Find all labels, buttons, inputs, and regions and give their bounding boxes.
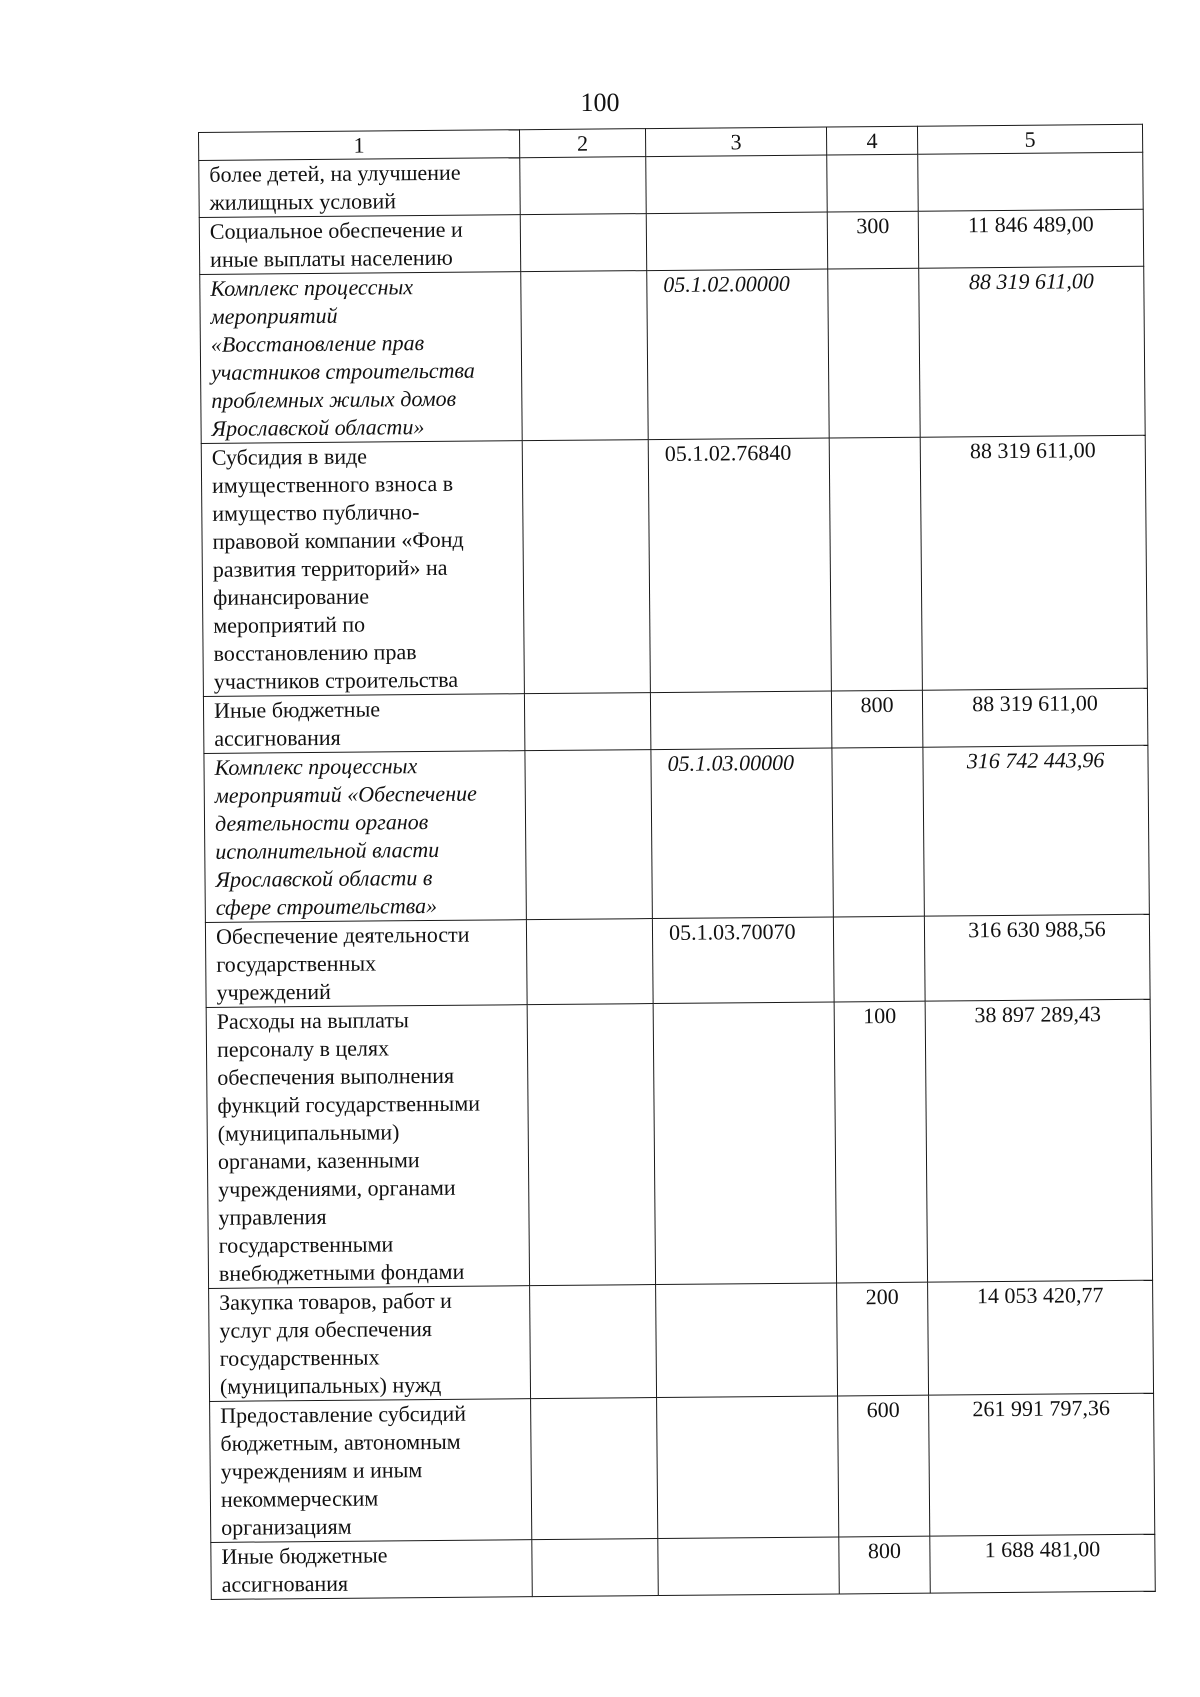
row-name-cell: Обеспечение деятельности государственных учреждений (205, 920, 527, 1008)
row-code-cell (656, 1283, 838, 1398)
row-col2-cell (525, 750, 652, 920)
row-type-cell: 100 (834, 1001, 927, 1283)
table-row (210, 1393, 1155, 1542)
row-name-cell: Предоставление субсидий бюджетным, автономным учреждениям и иным некоммерческим организациям (210, 1399, 532, 1543)
row-amount-cell: 88 319 611,00 (922, 688, 1147, 747)
row-type-cell: 800 (831, 690, 922, 748)
table-row (204, 745, 1149, 922)
row-code-cell (646, 212, 827, 271)
table-row (206, 999, 1152, 1288)
row-name-cell: Иные бюджетные ассигнования (211, 1540, 532, 1600)
row-col2-cell (526, 919, 653, 1005)
row-col2-cell (521, 271, 648, 441)
table-row (205, 914, 1150, 1007)
table-row (199, 209, 1143, 274)
table-row (203, 688, 1147, 753)
row-type-cell: 600 (838, 1395, 930, 1537)
header-col-4: 4 (826, 126, 917, 155)
row-name-cell: Закупка товаров, работ и услуг для обеспечения государственных (муниципальных) нужд (209, 1286, 531, 1402)
row-col2-cell (530, 1285, 657, 1399)
row-type-cell (829, 437, 922, 691)
row-col2-cell (527, 1004, 655, 1286)
table-row (209, 1280, 1154, 1401)
row-name-cell: Субсидия в виде имущественного взноса в имущество публично- правовой компании «Фонд развития территорий» на финансирование мероприятий по восстановлению прав участников строительства (201, 441, 524, 697)
row-amount-cell: 316 742 443,96 (923, 745, 1149, 916)
row-col2-cell (520, 214, 646, 272)
row-name-cell: Комплекс процессных мероприятий «Восстановление прав участников строительства проблемных жилых домов Ярославской области» (200, 272, 522, 444)
row-code-cell: 05.1.03.70070 (652, 917, 834, 1004)
budget-table (198, 124, 1156, 1600)
row-col2-cell (524, 693, 650, 751)
page-number: 100 (580, 88, 620, 117)
row-type-cell (828, 268, 920, 438)
row-type-cell: 200 (837, 1282, 929, 1396)
row-col2-cell (520, 157, 646, 215)
budget-table-container (198, 124, 1155, 1600)
row-amount-cell: 316 630 988,56 (924, 914, 1150, 1001)
row-name-cell: Социальное обеспечение и иные выплаты населению (199, 215, 520, 275)
row-amount-cell (918, 152, 1143, 211)
row-col2-cell (532, 1539, 658, 1597)
row-code-cell (657, 1396, 839, 1539)
row-amount-cell: 88 319 611,00 (920, 435, 1147, 690)
row-code-cell (650, 691, 831, 750)
row-code-cell: 05.1.02.00000 (647, 269, 829, 440)
row-code-cell (653, 1002, 836, 1285)
table-row (200, 266, 1145, 443)
table-row (211, 1534, 1155, 1599)
table-body (199, 152, 1156, 1599)
row-amount-cell: 38 897 289,43 (925, 999, 1152, 1282)
row-name-cell: Расходы на выплаты персоналу в целях обеспечения выполнения функций государственными (муниципальными) органами, казенными учреждениями, органами управления государственными внебюджетными фондами (206, 1005, 529, 1289)
row-type-cell: 300 (827, 211, 918, 269)
row-code-cell (646, 155, 827, 214)
header-col-3: 3 (645, 127, 826, 157)
table-row (199, 152, 1143, 217)
row-amount-cell: 261 991 797,36 (929, 1393, 1155, 1536)
row-type-cell (832, 747, 924, 917)
header-col-5: 5 (917, 124, 1142, 154)
row-col2-cell (522, 440, 650, 694)
table-row (201, 435, 1147, 696)
row-code-cell (658, 1537, 839, 1596)
row-type-cell (833, 916, 925, 1002)
header-col-2: 2 (519, 129, 645, 158)
row-amount-cell: 1 688 481,00 (930, 1534, 1155, 1593)
row-name-cell: Иные бюджетные ассигнования (203, 694, 524, 754)
row-amount-cell: 88 319 611,00 (919, 266, 1145, 437)
row-amount-cell: 11 846 489,00 (918, 209, 1143, 268)
row-type-cell: 800 (839, 1536, 930, 1594)
row-name-cell: более детей, на улучшение жилищных условий (199, 158, 520, 218)
row-amount-cell: 14 053 420,77 (928, 1280, 1154, 1395)
row-code-cell: 05.1.03.00000 (651, 748, 833, 919)
row-type-cell (827, 154, 918, 212)
row-col2-cell (531, 1398, 658, 1540)
row-name-cell: Комплекс процессных мероприятий «Обеспечение деятельности органов исполнительной власти Ярославской области в сфере строительства» (204, 751, 526, 923)
row-code-cell: 05.1.02.76840 (648, 438, 831, 693)
header-col-1: 1 (199, 130, 520, 161)
